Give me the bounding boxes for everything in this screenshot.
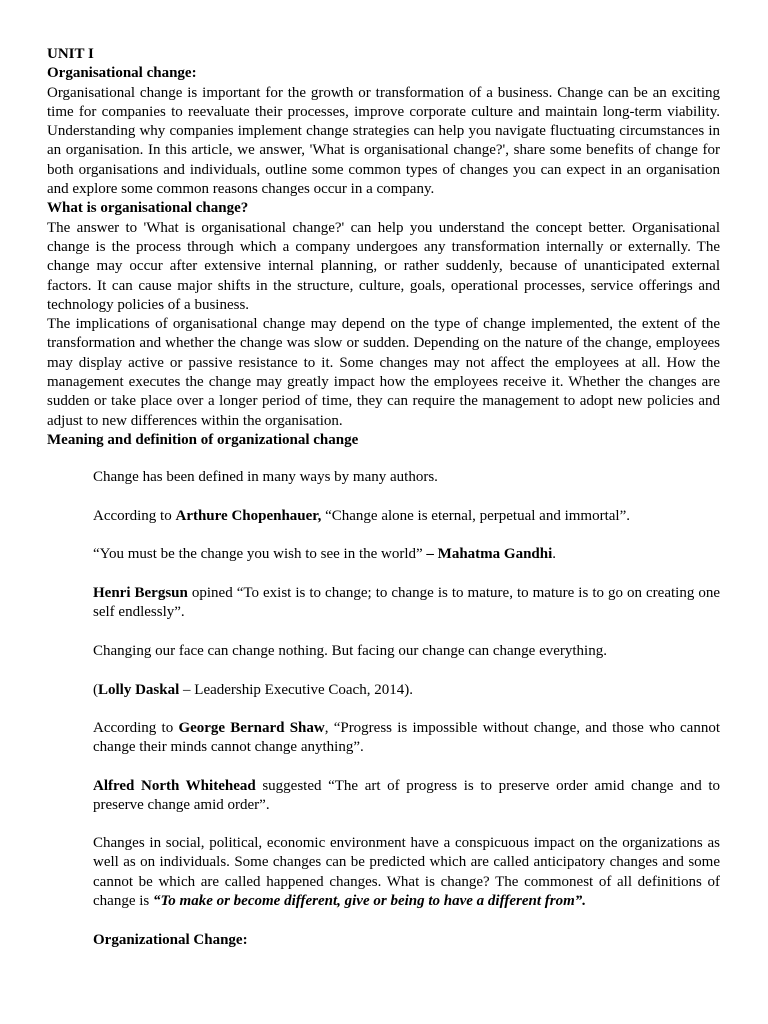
quote-author: Lolly Daskal [98,682,180,698]
quote-prefix: According to [93,508,176,524]
organizational-change-subheading: Organizational Change: [93,932,248,948]
quote-prefix: According to [93,720,179,736]
quote-shaw [93,719,720,758]
section-1-body: Organisational change is important for the growth or transformation of a business. Change can be an exciting time for companies to reevaluate their processes, improve corporate culture and maintain long-term viability. Understanding why companies implement change strategies can help you navigate fluctuating circumstances in an organisation. In this article, we answer, 'What is organisational change?', share some benefits of change for both organisations and individuals, outline some common types of changes you can expect in an organisation and explore some common reasons changes occur in a company. [47,84,720,198]
section-2-paragraph-2: The implications of organisational change may depend on the type of change implemented, the extent of the transformation and whether the change was slow or sudden. Depending on the nature of the change, employees may display active or passive resistance to it. Some changes may not affect the employees at all. How the management executes the change may greatly impact how the employees receive it. Whether the changes are sudden or take place over a longer period of time, they can require the management to adopt new policies and adjust to new differences within the organisation. [47,316,720,429]
quote-bergsun [93,584,720,623]
closing-definition-emphasis: “To make or become different, give or being to have a different from”. [152,892,586,909]
paren-open: ( [93,682,98,698]
definitions-intro: Change has been defined in many ways by many authors. [93,469,438,485]
quote-author: George Bernard Shaw [178,720,325,736]
quote-author: – Mahatma Gandhi [426,546,553,562]
quote-text: “You must be the change you wish to see in the world” [93,546,427,562]
unit-title: UNIT I [47,46,94,62]
quote-author: Alfred North Whitehead [93,778,256,794]
quote-facing-change: Changing our face can change nothing. But facing our change can change everything. [93,643,607,659]
section-2-heading: What is organisational change? [47,200,249,217]
quote-text: – Leadership Executive Coach, 2014). [179,682,413,698]
quote-text: suggested “The art of progress is to preserve order amid change and to preserve change amid order”. [93,778,721,814]
quote-whitehead [93,777,720,816]
quote-attribution-daskal [93,681,720,700]
section-2-paragraph-1: The answer to 'What is organisational change?' can help you understand the concept better. Organisational change is the process through which a company undergoes any transformation internally or externally. The change may occur after extensive internal planning, or rather suddenly, because of unanticipated external factors. It can cause major shifts in the structure, culture, goals, operational processes, service offerings and technology policies of a business. [47,219,720,313]
closing-paragraph [93,834,720,911]
quote-text: opined “To exist is to change; to change is to mature, to mature is to go on creating one self endlessly”. [93,585,720,621]
quote-text: “Change alone is eternal, perpetual and immortal”. [321,508,630,524]
section-1 [47,45,720,450]
quote-suffix: . [552,546,557,562]
closing-text: Changes in social, political, economic environment have a conspicuous impact on the organizations as well as on individuals. Some changes can be predicted which are called anticipatory changes and some cannot be which are called happened changes. What is change? The commonest of all definitions of change is [93,835,720,909]
quote-gandhi [93,545,720,564]
quote-chopenhauer [93,507,720,526]
quote-author: Henri Bergsun [93,585,188,601]
quote-text: , “Progress is impossible without change, and those who cannot change their minds cannot change anything”. [93,720,721,756]
quote-author: Arthure Chopenhauer, [175,508,322,524]
section-1-heading: Organisational change: [47,65,197,82]
section-3-heading: Meaning and definition of organizational change [47,431,359,448]
